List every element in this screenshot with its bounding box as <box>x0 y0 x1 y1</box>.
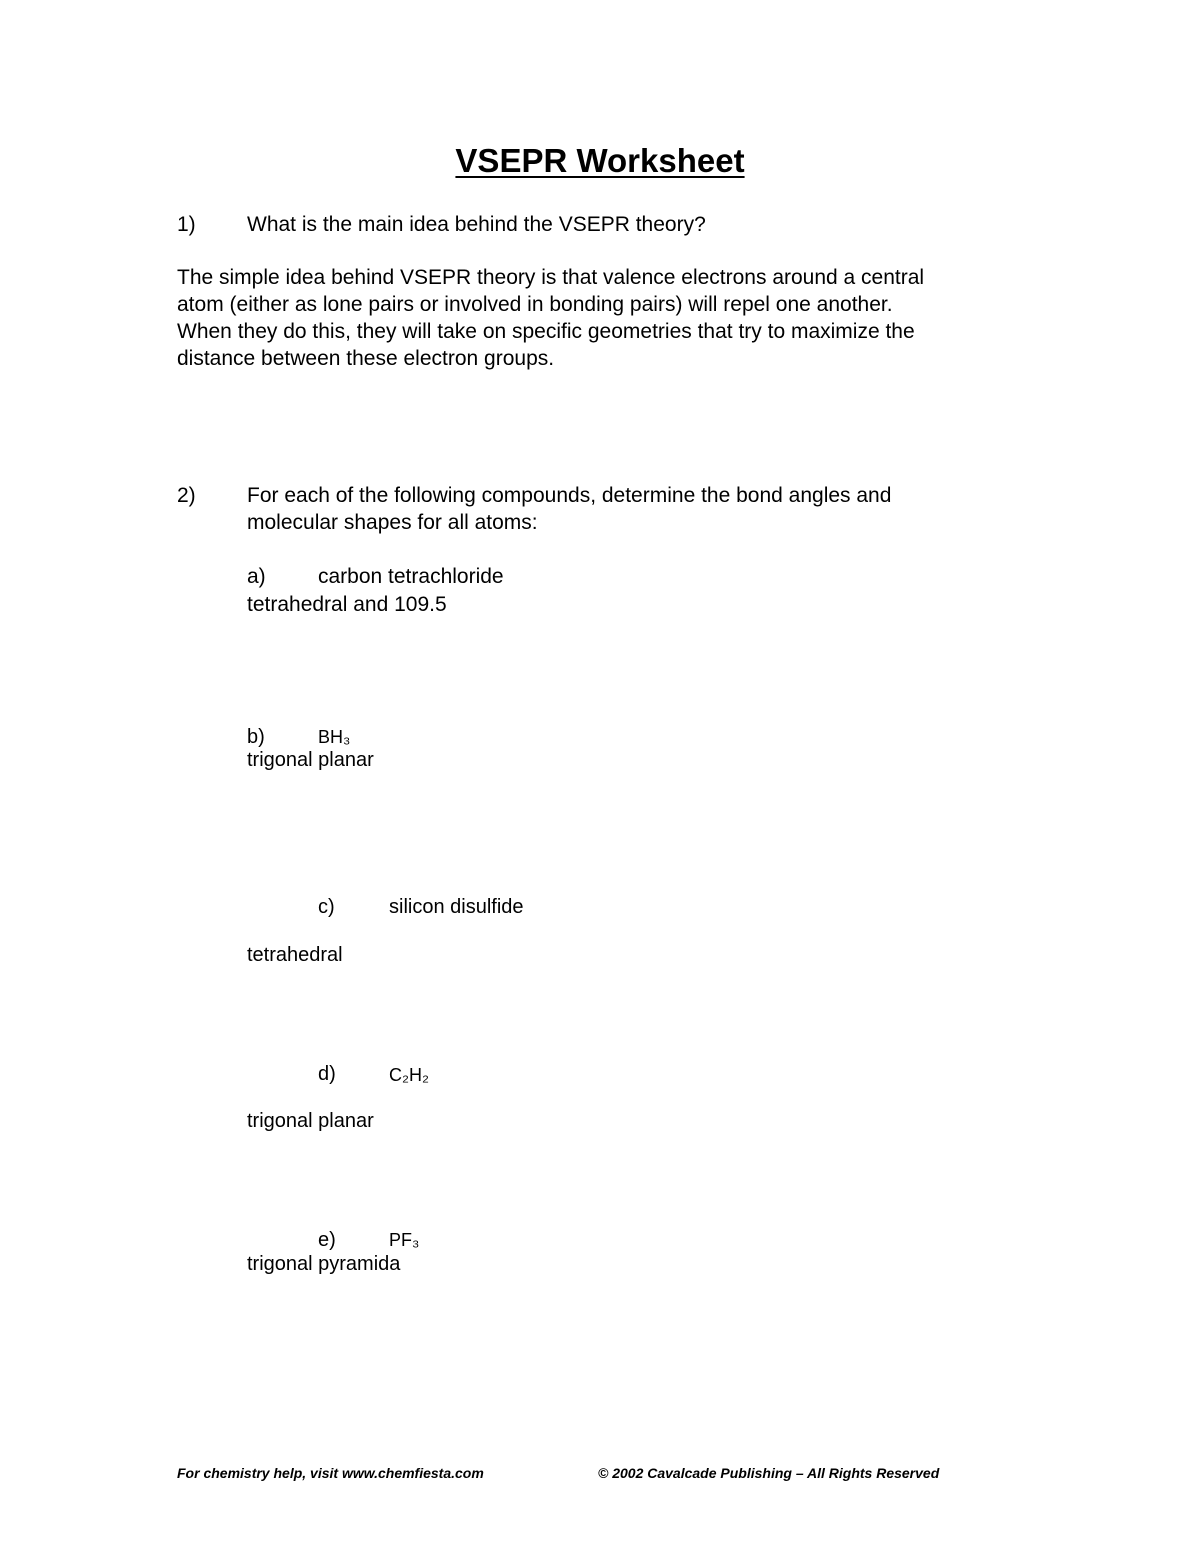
part-d-compound: C₂H₂ <box>389 1065 429 1085</box>
part-a-answer: tetrahedral and 109.5 <box>247 593 447 616</box>
answer-line: When they do this, they will take on specific geometries that try to maximize the <box>177 320 915 343</box>
footer-help-link-text: For chemistry help, visit www.chemfiesta.com <box>177 1465 484 1481</box>
answer-line: distance between these electron groups. <box>177 347 555 370</box>
part-d-letter: d) <box>318 1063 336 1085</box>
question-1-number: 1) <box>177 213 196 236</box>
part-e-answer: trigonal pyramida <box>247 1253 401 1275</box>
answer-line: atom (either as lone pairs or involved in bonding pairs) will repel one another. <box>177 293 893 316</box>
part-b-letter: b) <box>247 726 265 748</box>
part-b-answer: trigonal planar <box>247 749 374 771</box>
question-2-prompt-line-2: molecular shapes for all atoms: <box>247 511 538 534</box>
part-a-compound: carbon tetrachloride <box>318 565 504 588</box>
part-c-letter: c) <box>318 896 335 918</box>
part-d-answer: trigonal planar <box>247 1110 374 1132</box>
part-c-compound: silicon disulfide <box>389 896 524 918</box>
part-a-letter: a) <box>247 565 266 588</box>
question-2-prompt-line-1: For each of the following compounds, determine the bond angles and <box>247 484 892 507</box>
question-2-number: 2) <box>177 484 196 507</box>
part-b-compound: BH₃ <box>318 727 351 747</box>
page-title: VSEPR Worksheet <box>455 142 745 179</box>
part-c-answer: tetrahedral <box>247 944 343 966</box>
question-1-answer <box>177 264 1057 372</box>
part-e-letter: e) <box>318 1229 336 1251</box>
footer-copyright: © 2002 Cavalcade Publishing – All Rights Reserved <box>598 1465 940 1481</box>
answer-line: The simple idea behind VSEPR theory is that valence electrons around a central <box>177 266 925 289</box>
question-1-text: What is the main idea behind the VSEPR theory? <box>247 213 706 236</box>
part-e-compound: PF₃ <box>389 1230 420 1250</box>
